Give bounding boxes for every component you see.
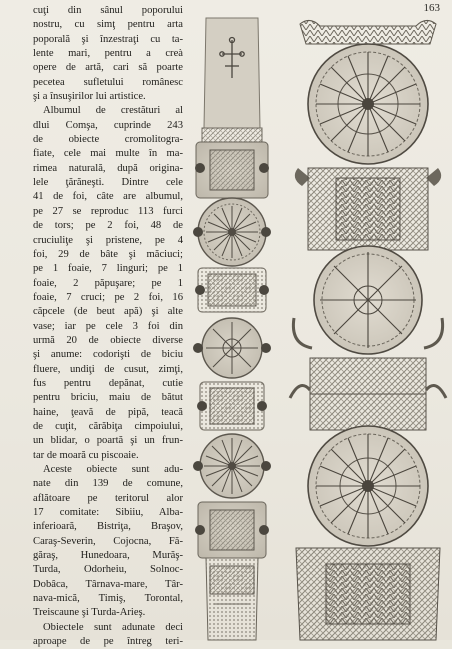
text-line: de obiecte cromolitogra- [33,134,183,146]
text-line: de tors; pe 2 foi, 48 de [33,220,183,232]
text-line: poporală şi înzestraţi cu ta- [33,33,183,45]
text-line: opere de artă, cari să poarte [33,62,183,74]
text-line: pe 27 se reproduc 113 furci [33,205,183,217]
text-line: şi a însuşirilor lui artistice. [33,91,146,103]
carved-distaff-illustration-right [290,18,446,640]
page-number: 163 [423,2,440,14]
text-line: de cuţit, cărăbiţa cimpoiului, [33,420,183,432]
text-line: cuţi din sânul poporului [33,5,183,16]
text-line: nate din 139 de comune, [33,478,183,490]
text-line: foi, 29 de bâte şi măciuci; [33,248,183,260]
text-line: Albumul de crestături al [43,105,183,117]
text-line: nostru, cu simţ pentru arta [33,19,183,31]
text-line: Aceste obiecte sunt adu- [43,464,183,475]
text-line: pe 1 foaie, 7 linguri; pe 1 [33,263,183,275]
text-line: fiate, cele mai multe în ma- [33,148,183,160]
text-line: lele ţărăneşti. Dintre cele [33,177,183,189]
text-line: fus pentru depănat, cutie [33,377,183,389]
text-line: rimea naturală, după origina- [33,162,183,174]
text-line: foaie, 7 cruci; pe 2 foi, 16 [33,291,183,303]
text-line: Obiectele sunt adunate deci [43,621,183,633]
distaff-right-drawing [290,18,446,640]
text-line: tar de moară cu piscoaie. [33,449,139,461]
body-text-column [33,4,183,649]
text-line: fluere, undiţi de cusut, zimţi, [33,363,183,375]
text-line: un blidar, o poartă şi un frun- [33,435,183,447]
text-line: haine, ţeavă de pipă, teacă [33,406,183,418]
text-line: aproape de pe întreg teri- [33,636,183,648]
text-line: 17 comitate: Sibiiu, Alba- [33,507,183,519]
text-line: Turda, Odorheiu, Solnoc- [33,564,183,576]
text-line: aflătoare pe teritorul alor [33,492,183,504]
text-line: cruciuliţe şi pristene, pe 4 [33,234,183,246]
text-line: pentru briciu, maiu de bătut [33,392,183,404]
text-line: urmă 20 de obiecte diverse [33,334,183,346]
text-line: pecetea sufletului românesc [33,76,183,88]
text-line: găraş, Hunedoara, Murăş- [33,550,183,562]
text-line: Dobâca, Târnava-mare, Târ- [33,578,183,590]
text-line: foaie, 2 păpuşare; pe 1 [33,277,183,289]
text-line: lente mari, pentru a creà [33,48,183,60]
text-line: dlui Comşa, cuprinde 243 [33,119,183,131]
text-line: nava-mică, Timiş, Torontal, [33,593,183,605]
text-line: 41 de foi, câte are albumul, [33,191,183,203]
text-line: căpcele (de beut apă) şi alte [33,306,183,318]
text-line: vase; iar pe cele 3 foi din [33,320,183,332]
text-line: Treiscaune şi Turda-Arieş. [33,607,146,619]
distaff-left-drawing [188,18,276,640]
text-line: inferioară, Bistriţa, Braşov, [33,521,183,533]
text-line: Caraş-Severin, Cojocna, Fă- [33,535,183,547]
carved-distaff-illustration-left [188,18,276,640]
text-line: şi anume: codorişti de biciu [33,349,183,361]
